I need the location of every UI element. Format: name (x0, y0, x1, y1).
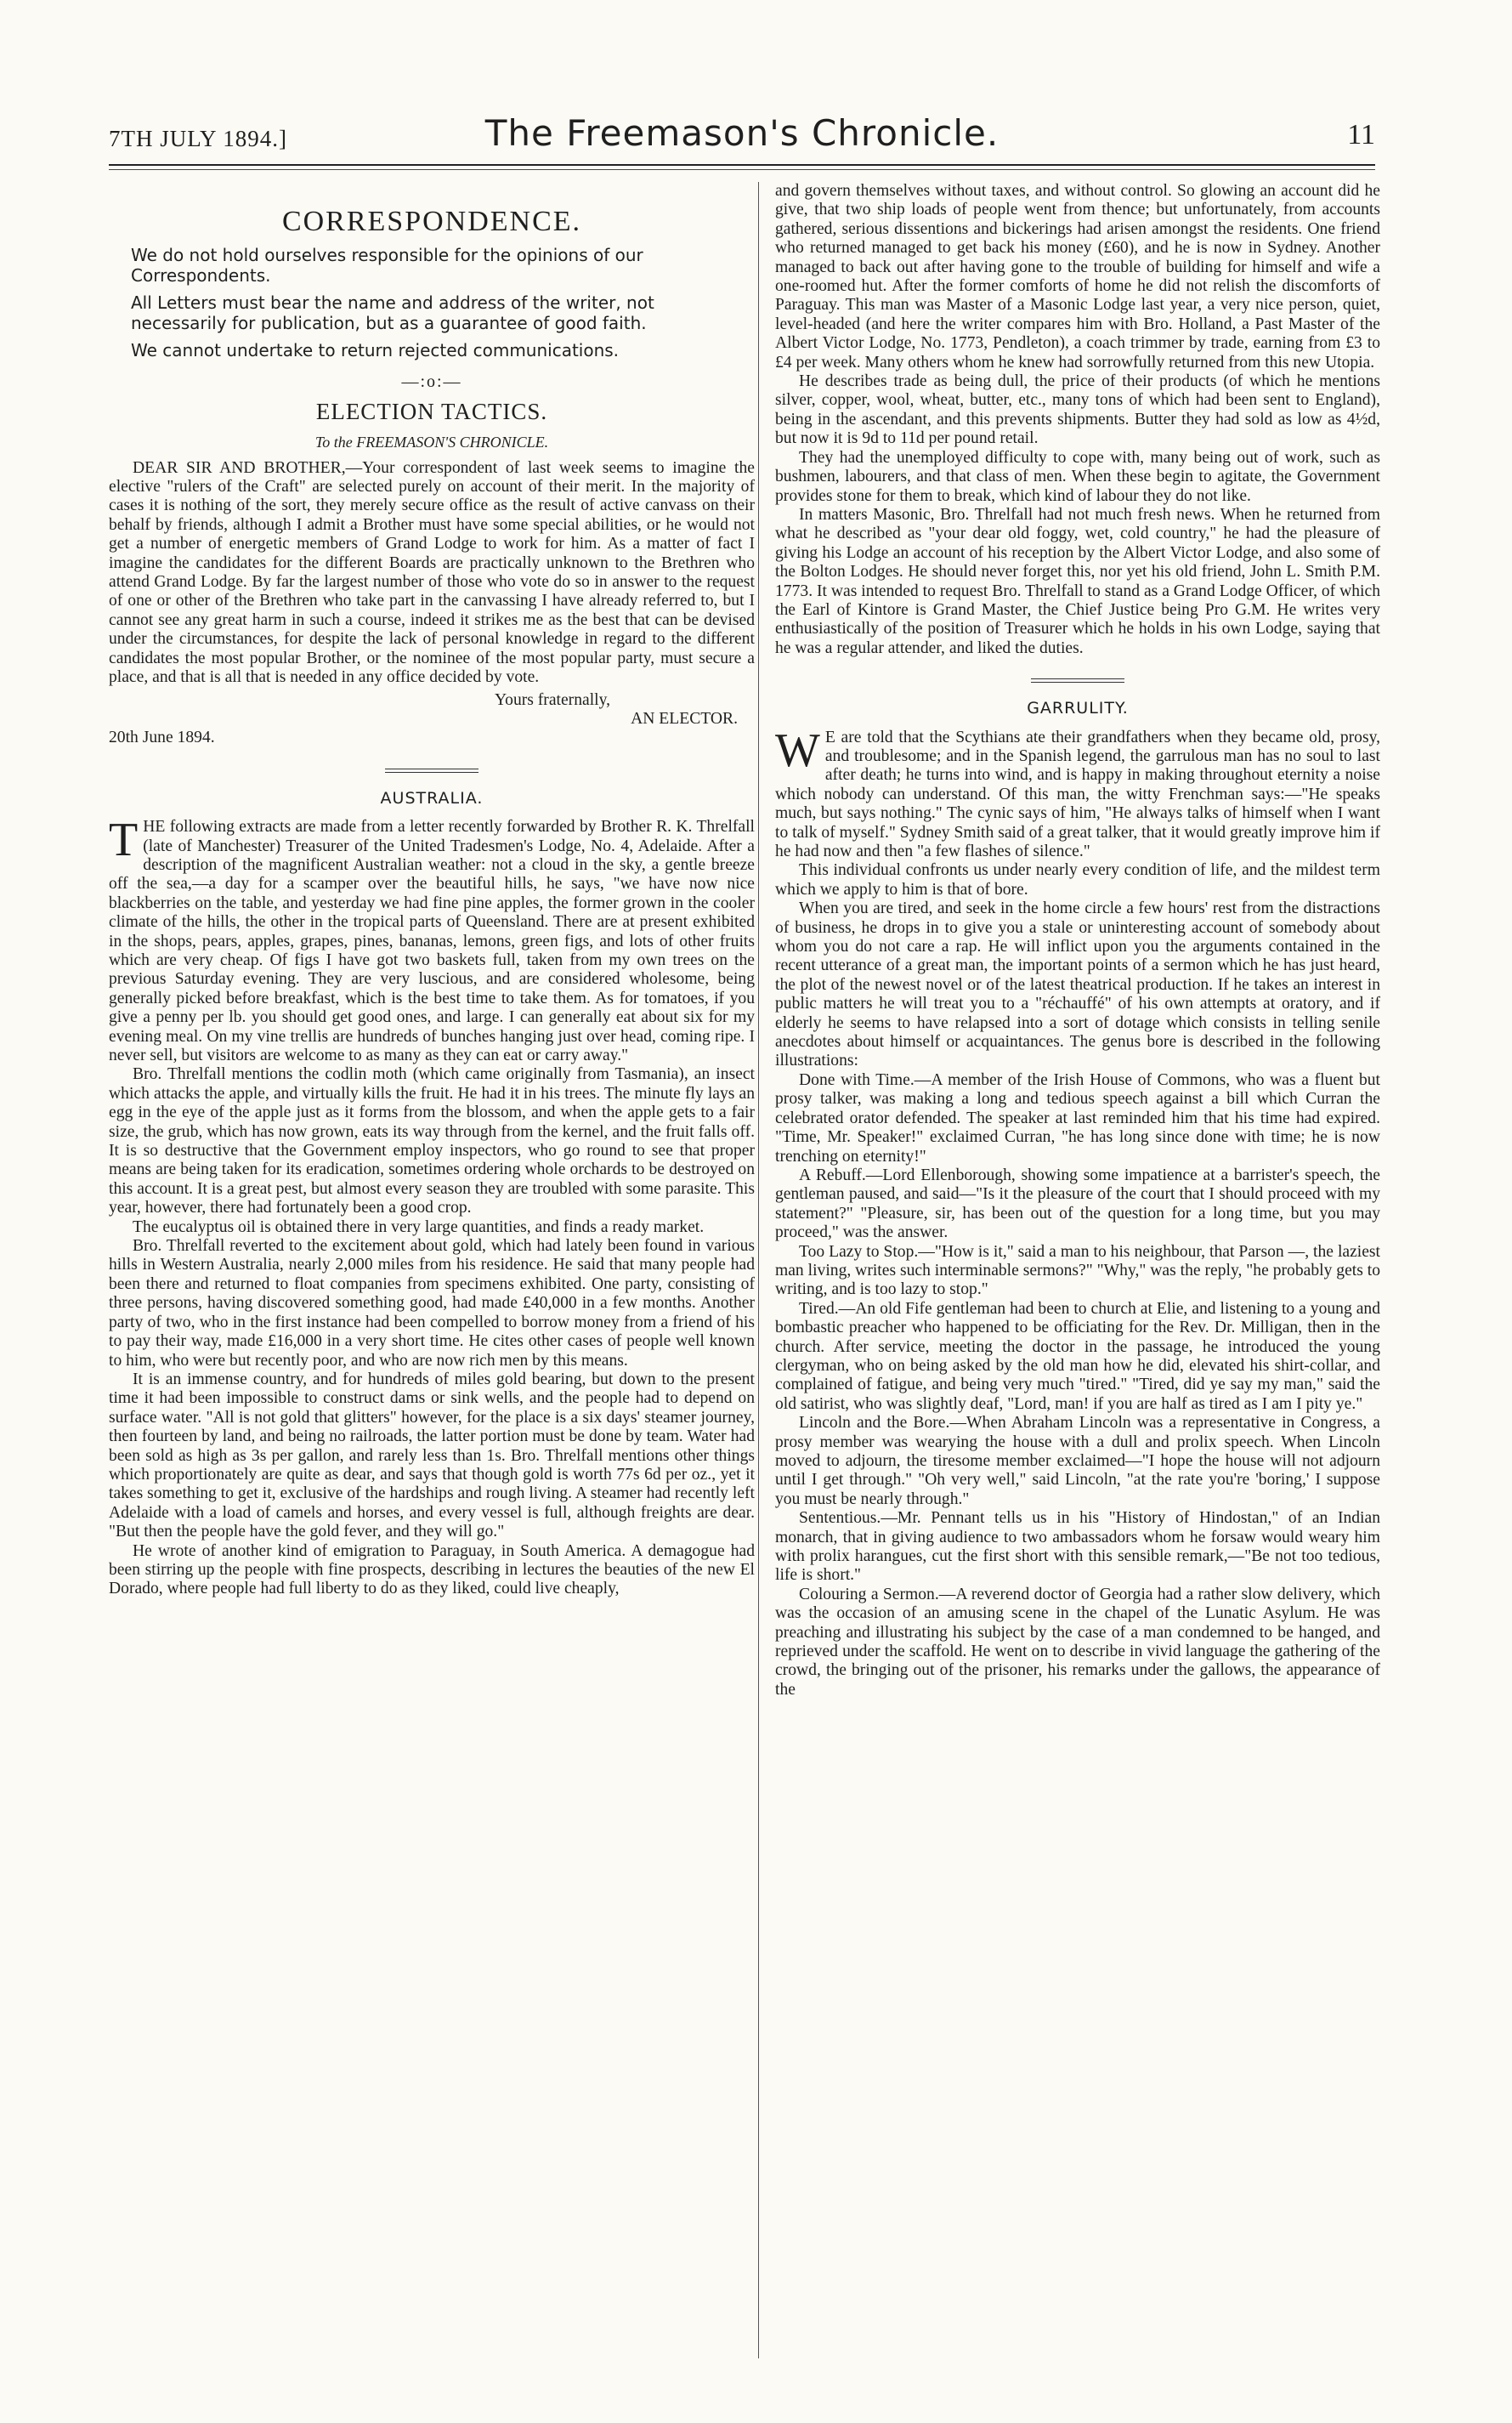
masthead-rule-thin (109, 169, 1375, 170)
left-column (109, 182, 755, 2375)
australia-continued-1: and govern themselves without taxes, and without control. So glowing an account did he give, that two ship loads of people went from thence; but unfortunately, from accounts gathered, serious dissentions and bickerings had arisen amongst the residents. One friend who returned managed to get back his money (£60), and he is now in Sydney. Another managed to back out after having gone to the trouble of building for himself and wife a one-roomed hut. After the former comforts of home he did not relish the discomforts of Paraguay. This man was Master of a Masonic Lodge last year, a very nice person, quiet, level-headed (and here the writer compares him with Bro. Holland, a Past Master of the Albert Victor Lodge, No. 1773, Pendleton), a coach trimmer by trade, earning from £3 to £4 per week. Many others whom he knew had sorrowfully returned from this new Utopia. (775, 182, 1380, 372)
column-divider (758, 182, 759, 2358)
right-column (775, 182, 1380, 2375)
letter-closing: Yours fraternally, (494, 690, 610, 709)
notice-3: We cannot undertake to return rejected communications. (131, 340, 620, 361)
garrulity-paragraph-2: This individual confronts us under nearly every condition of life, and the mildest term which we apply to him is that of bore. (775, 861, 1380, 899)
page-number: 11 (1347, 119, 1375, 150)
drop-cap: T (109, 814, 139, 867)
australia-heading: AUSTRALIA. (380, 788, 484, 808)
garrulity-paragraph-9: Sententious.—Mr. Pennant tells us in his "History of Hindostan," of an Indian monarch, that in giving audience to two ambassadors whom he forsaw would weary him with prolix harangues, cut the first short with this sensible remark,—"Be not too tedious, life is short." (775, 1509, 1380, 1585)
correspondence-heading: CORRESPONDENCE. (281, 206, 582, 237)
letter-date: 20th June 1894. (109, 729, 215, 747)
election-letter-body: DEAR SIR AND BROTHER,—Your correspondent of last week seems to imagine the elective "rulers of the Craft" are selected purely on account of their merit. In the majority of cases it is nothing of the sort, they merely secure office as the result of active canvass on their behalf by friends, although I admit a Brother must have some special abilities, or he would not get a number of energetic members of Grand Lodge to work for him. As a matter of fact I imagine the candidates for the different Boards are practically unknown to the Brethren who attend Grand Lodge. By far the largest number of those who vote do so in answer to the request of one or other of the Brethren who take part in the canvassing I have already referred to, but I cannot see any great harm in such a course, indeed it strikes me as the best that can be devised under the circumstances, for despite the lack of personal knowledge in regard to the different candidates the most popular Brother, or the nominee of the most popular party, must secure a place, and that is all that is needed in any office decided by vote. (109, 458, 755, 687)
garrulity-paragraph-10: Colouring a Sermon.—A reverend doctor of Georgia had a rather slow delivery, which was the occasion of an amusing scene in the chapel of the Lunatic Asylum. He was preaching and illustrating his subject by the case of a man condemned to be hanged, and reprieved under the scaffold. He went on to describe in vivid language the gathering of the crowd, the bringing out of the prisoner, his remarks under the gallows, the appearance of the (775, 1585, 1380, 1699)
garrulity-paragraph-1: W E are told that the Scythians ate their grandfathers when they became old, prosy, and troublesome; and in the Spanish legend, the garrulous man has no soul to last after death; he turns into wind, and is happy in making throughout eternity a noise which nobody can understand. Of this man, the witty Frenchman says:—"He speaks much, but says nothing." The cynic says of him, "He always talks of himself when I want to talk of myself." Sydney Smith said of a great talker, that it would greatly improve him if he had now and then "a few flashes of silence." (775, 723, 1380, 860)
australia-continued-2: He describes trade as being dull, the price of their products (of which he mentions silver, copper, wool, wheat, butter, etc., many tons of which had been sent to England), being in the ascendant, and this prevents shipments. Butter they had sold as low as 4½d, but now it is 9d to 11d per pound retail. (775, 372, 1380, 448)
issue-date: 7TH JULY 1894.] (109, 126, 288, 151)
garrulity-paragraph-3: When you are tired, and seek in the home circle a few hours' rest from the distractions of business, he drops in to give you a stale or uninteresting account of somebody about whom you do not care a rap. He will inflict upon you the arguments contained in the recent utterance of a great man, the important points of a sermon which he has just heard, the plot of the newest novel or of the latest theatrical production. If he takes an interest in public matters he will treat you to a "réchauffé" of his own attempts at oratory, and if elderly he seems to have relapsed into a sort of dotage which consists in telling senile anecdotes about himself or acquaintances. The genus bore is described in the following illustrations: (775, 899, 1380, 1070)
section-rule (385, 767, 479, 774)
garrulity-paragraph-6: Too Lazy to Stop.—"How is it," said a man to his neighbour, that Parson —, the laziest man living, writes such interminable sermons?" "Why," was the reply, "he probably gets to writing, and is too lazy to stop." (775, 1242, 1380, 1299)
australia-paragraph-6: He wrote of another kind of emigration to Paraguay, in South America. A demagogue had been stirring up the people with fine prospects, describing in lectures the beauties of the new El Dorado, where people had full liberty to do as they liked, could live cheaply, (109, 1541, 755, 1598)
letter-addressee: To the FREEMASON'S CHRONICLE. (314, 434, 549, 451)
notice-1: We do not hold ourselves responsible for the opinions of our Correspondents. (131, 245, 643, 287)
election-tactics-heading: ELECTION TACTICS. (315, 398, 548, 424)
section-separator: —:o:— (401, 372, 462, 392)
notice-2: All Letters must bear the name and address of the writer, not necessarily for publication, but as a guarantee of good faith. (131, 292, 654, 334)
garrulity-heading: GARRULITY. (1027, 699, 1129, 718)
drop-cap: W (775, 723, 820, 777)
garrulity-paragraph-8: Lincoln and the Bore.—When Abraham Lincoln was a representative in Congress, a prosy member was wearying the house with a dull and prolix speech. When Lincoln moved to adjourn, the tiresome member exclaimed—"I hope the house will not adjourn until I get through." "Oh very well," said Lincoln, "at the rate you're 'boring,' I suppose you must be nearly through." (775, 1414, 1380, 1508)
australia-paragraph-3: The eucalyptus oil is obtained there in very large quantities, and finds a ready market. (133, 1217, 705, 1236)
australia-paragraph-5: It is an immense country, and for hundreds of miles gold bearing, but down to the present time it had been impossible to construct dams or sink wells, and the people had to depend on surface water. "All is not gold that glitters" however, for the place is a six days' steamer journey, then fourteen by land, and being no railroads, the latter portion must be done by team. Water had been sold as high as 3s per gallon, and rarely less than 1s. Bro. Threlfall mentions other things which proportionately are quite as dear, and says that though gold is worth 77s 6d per oz., yet it takes something to get it, exclusive of the hardships and rough living. A steamer had recently left Adelaide with a load of camels and horses, and every vessel is full, although freights are dear. "But then the people have the gold fever, and they will go." (109, 1370, 755, 1541)
australia-paragraph-1: THE following extracts are made from a letter recently forwarded by Brother R. K. Threlfall (late of Manchester) Treasurer of the United Tradesmen's Lodge, No. 4, Adelaide. After a description of the magnificent Australian weather: not a cloud in the sky, a gentle breeze off the sea,—a day for a scamper over the beautiful hills, he says, "we have now nice blackberries on the table, and yesterday we had fine pine apples, the former grown in the cooler climate of the hills, the other in the tropical parts of Queensland. There are at present exhibited in the shops, pears, apples, grapes, pines, bananas, lemons, green figs, and lots of other fruits which are very cheap. Of figs I have got two baskets full, taken from my own trees on the previous Saturday evening. They are very luscious, and are considered wholesome, being generally picked before breakfast, which is the best time to take them. As for tomatoes, if you give a penny per lb. you should get good ones, and large. I can generally eat about six for my evening meal. On my vine trellis are hundreds of bunches hanging just over head, coming ripe. I never sell, but visitors are welcome to as many as they can eat or carry away." (109, 814, 755, 1064)
masthead (109, 111, 1375, 162)
australia-continued-4: In matters Masonic, Bro. Threlfall had not much fresh news. When he returned from what he described as "your dear old foggy, wet, cold country," he had the pleasure of giving his Lodge an account of his reception by the Albert Victor Lodge, and also some of the Bolton Lodges. He should never forget this, nor yet his old friend, John L. Smith P.M. 1773. It was intended to request Bro. Threlfall to stand as a Grand Lodge Officer, of which the Earl of Kintore is Grand Master, the Chief Justice being Pro G.M. He writes very enthusiastically of the position of Treasurer which he holds in his own Lodge, saying that he was a regular attender, and liked the duties. (775, 505, 1380, 657)
garrulity-paragraph-7: Tired.—An old Fife gentleman had been to church at Elie, and listening to a young and bombastic preacher who happened to be officiating for the Rev. Dr. Milligan, then in the church. After service, meeting the doctor in the passage, he introduced the young clergyman, who on being asked by the old man how he did, elevated his shirt-collar, and complained of fatigue, and being very much "tired." "Tired, did ye say my man," said the old satirist, who was slightly deaf, "Lord, man! if you are half as tired as I am I pity ye." (775, 1299, 1380, 1413)
australia-paragraph-4: Bro. Threlfall reverted to the excitement about gold, which had lately been found in various hills in Western Australia, nearly 2,000 miles from his residence. He said that many people had been there and returned to float companies from specimens exhibited. One party, consisting of three persons, having discovered something good, had made £40,000 in a few months. Another party of two, who in the first instance had been compelled to borrow money from a friend of his to pay their way, made £16,000 in a very short time. He cites other cases of people well known to him, who were but recently poor, and who are now rich men by this means. (109, 1237, 755, 1370)
garrulity-paragraph-5: A Rebuff.—Lord Ellenborough, showing some impatience at a barrister's speech, the gentleman paused, and said—"Is it the pleasure of the court that I should proceed with my statement?" "Pleasure, sir, has been out of the question for a long time, but you may proceed," was the answer. (775, 1166, 1380, 1242)
masthead-rule (109, 164, 1375, 166)
letter-signature: AN ELECTOR. (631, 709, 738, 728)
publication-title: The Freemason's Chronicle. (484, 112, 1000, 154)
australia-continued-3: They had the unemployed difficulty to cope with, many being out of work, such as bushmen, labourers, and that class of men. When these begin to agitate, the Government provides stone for them to break, which kind of labour they do not like. (775, 448, 1380, 505)
garrulity-paragraph-4: Done with Time.—A member of the Irish House of Commons, who was a fluent but prosy talker, was making a long and tedious speech against a bill which Curran the celebrated orator defended. The speaker at last reminded him that his time had expired. "Time, Mr. Speaker!" exclaimed Curran, "he has long since done with time; he is now trenching on eternity!" (775, 1070, 1380, 1166)
section-rule (1031, 677, 1124, 684)
australia-paragraph-2: Bro. Threlfall mentions the codlin moth (which came originally from Tasmania), an insect which attacks the apple, and virtually kills the fruit. He had it in his trees. The minute fly lays an egg in the eye of the apple just as it forms from the blossom, and when the apple gets to a fair size, the grub, which has now grown, eats its way through from the kernel, and the fruit falls off. It is so destructive that the Government employ inspectors, who go round to see that proper means are being taken for its eradication, sometimes ordering whole orchards to be destroyed on this account. It is a great pest, but almost every season they are troubled with some parasite. This year, however, there had fortunately been a good crop. (109, 1065, 755, 1217)
